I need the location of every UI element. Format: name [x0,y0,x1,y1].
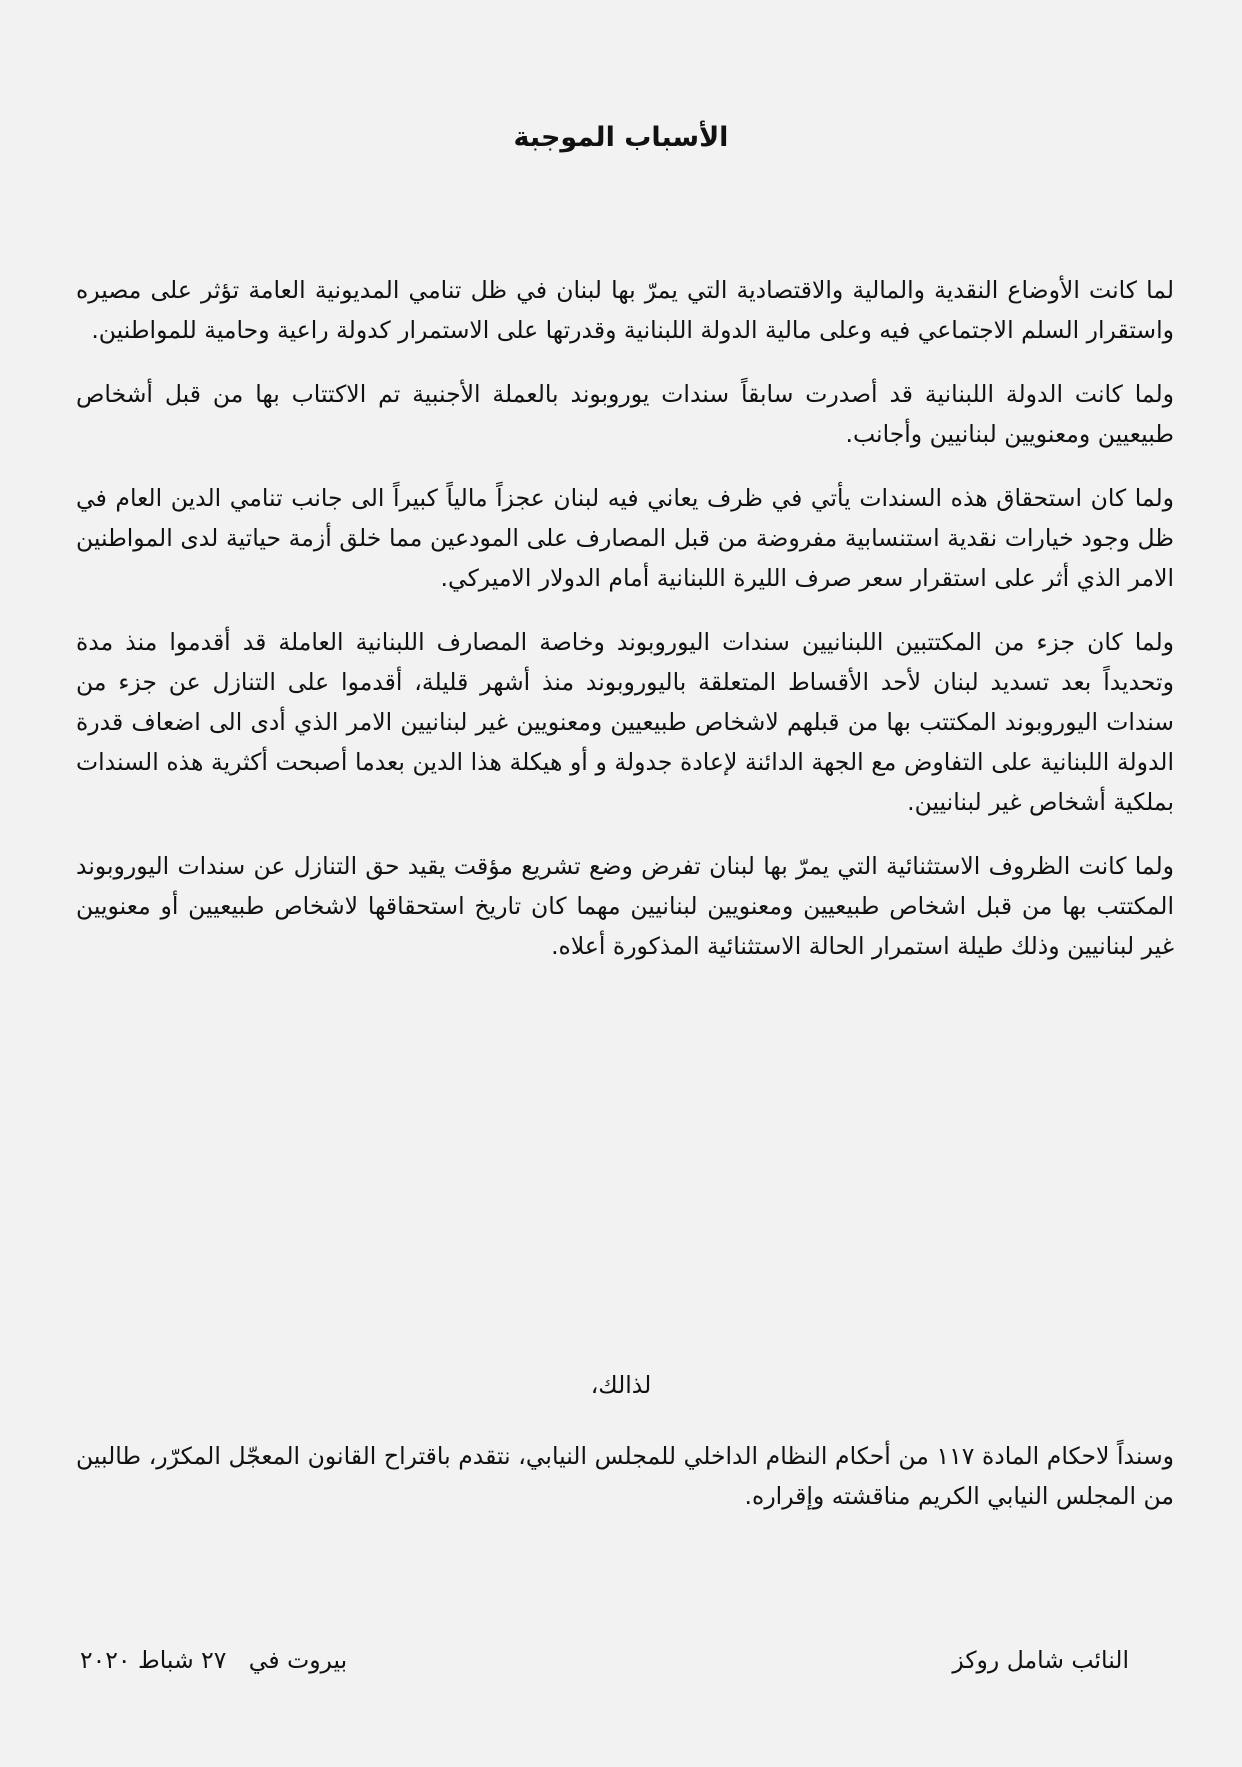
paragraph-4: ولما كان جزء من المكتتبين اللبنانيين سندات اليوروبوند وخاصة المصارف اللبنانية العاملة قد أقدموا منذ مدة وتحديداً بعد تسديد لبنان لأحد الأقساط المتعلقة باليوروبوند منذ أشهر قليلة، أقدموا على التنازل عن جزء من سندات اليوروبوند المكتتب بها من قبلهم لاشخاص طبيعيين ومعنويين غير لبنانيين الامر الذي أدى الى اضعاف قدرة الدولة اللبنانية على التفاوض مع الجهة الدائنة لإعادة جدولة و أو هيكلة هذا الدين بعدما أصبحت أكثرية هذه السندات بملكية أشخاص غير لبنانيين. [76,628,1174,816]
closing-paragraph: وسنداً لاحكام المادة ١١٧ من أحكام النظام الداخلي للمجلس النيابي، نتقدم باقتراح القانون المعجّل المكرّر، طالبين من المجلس النيابي الكريم مناقشته وإقراره. [76,1442,1174,1510]
therefore-line: لذالك، [590,1371,652,1399]
paragraph-5: ولما كانت الظروف الاستثنائية التي يمرّ بها لبنان تفرض وضع تشريع مؤقت يقيد حق التنازل عن سندات اليوروبوند المكتتب بها من قبل اشخاص طبيعيين ومعنويين لبنانيين مهما كان تاريخ استحقاقها لاشخاص طبيعيين أو معنويين غير لبنانيين وذلك طيلة استمرار الحالة الاستثنائية المذكورة أعلاه. [76,852,1174,960]
paragraph-1: لما كانت الأوضاع النقدية والمالية والاقتصادية التي يمرّ بها لبنان في ظل تنامي المديونية العامة تؤثر على مصيره واستقرار السلم الاجتماعي فيه وعلى مالية الدولة اللبنانية وقدرتها على الاستمرار كدولة راعية وحامية للمواطنين. [76,276,1174,344]
place-date-line: بيروت في ٢٧ شباط ٢٠٢٠ [80,1646,348,1674]
document-body [76,270,1174,990]
paragraph-2: ولما كانت الدولة اللبنانية قد أصدرت سابقاً سندات يوروبوند بالعملة الأجنبية تم الاكتتاب بها من قبل أشخاص طبيعيين ومعنويين لبنانيين وأجانب. [76,380,1174,448]
document-title: الأسباب الموجبة [513,122,729,153]
paragraph-3: ولما كان استحقاق هذه السندات يأتي في ظرف يعاني فيه لبنان عجزاً مالياً كبيراً الى جانب تنامي الدين العام في ظل وجود خيارات نقدية استنسابية مفروضة من قبل المصارف على المودعين مما خلق أزمة حياتية لدى المواطنين الامر الذي أثر على استقرار سعر صرف الليرة اللبنانية أمام الدولار الاميركي. [76,484,1174,592]
signatory-name: النائب شامل روكز [952,1646,1129,1674]
